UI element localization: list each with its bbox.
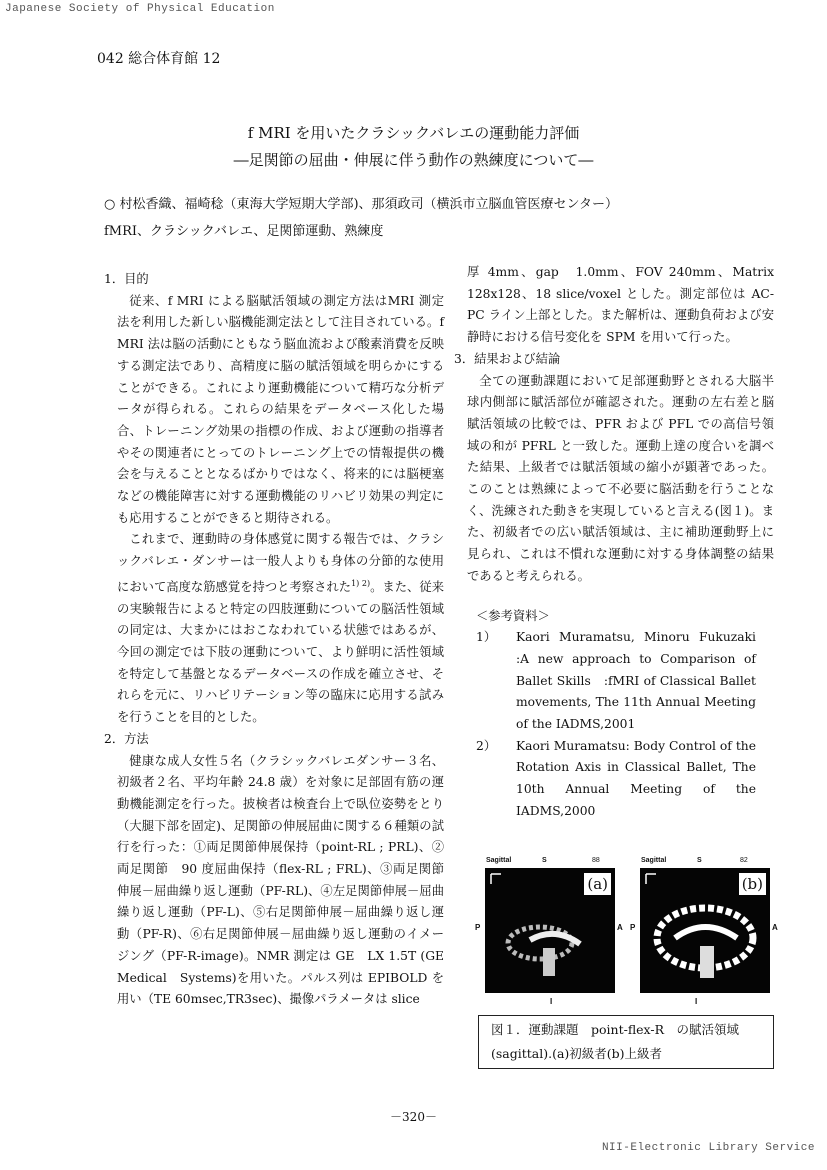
paper-subtitle: ―足関節の屈曲・伸展に伴う動作の熟練度について―	[233, 151, 594, 169]
reference-number: 2）	[476, 738, 497, 753]
figure-1	[475, 855, 780, 1015]
panel-label: (b)	[739, 873, 766, 895]
figure-panel-b	[630, 855, 780, 1015]
purpose-p2-text-b: 。また、従来の実験報告によると特定の四肢運動についての脳活性領域の同定は、大まかにはおこなわれている状態ではあるが、今回の測定では下肢の運動について、より鮮明に活性領域を特定して基盤となるデータベースの作成を確立させ、それらを元に、リハビリテーション等の臨床に応用する試みを行うことを目的とした。	[117, 579, 444, 725]
keywords: fMRI、クラシックバレエ、足関節運動、熟練度	[104, 224, 384, 239]
panel-header	[480, 855, 625, 867]
superior-marker: S	[542, 857, 547, 864]
header-society: Japanese Society of Physical Education	[5, 3, 275, 15]
anterior-marker: A	[772, 923, 778, 932]
panel-label: (a)	[584, 873, 611, 895]
view-label: Sagittal	[486, 857, 512, 864]
section-heading-results: 3．結果および結論	[454, 351, 561, 366]
reference-text: Kaori Muramatsu: Body Control of the Rotation Axis in Classical Ballet, The 10th Annual Meeting of the IADMS,2000	[516, 738, 756, 818]
superior-marker: S	[697, 857, 702, 864]
page-number: －320－	[390, 1110, 437, 1124]
references-heading: ＜参考資料＞	[476, 608, 550, 623]
purpose-paragraph-1: 従来、f MRI による脳賦活領域の測定方法はMRI 測定法を利用した新しい脳機能測定法として注目されている。f MRI 法は脳の活動にともなう脳血流および酸素消費を反映する測定法であり、高精度に脳の賦活領域を明らかにすることができる。これにより運動機能について精巧な分析データが得られる。これらの結果をデータベース化した場合、トレーニング効果の指標の作成、および運動の指導者やその関連者にとってのトレーニング上での情報提供の機会を与えることとなるばかりではなく、将来的には脳梗塞などの機能障害に対する運動機能のリハビリ効果の判定にも応用することができると期待される。	[117, 293, 444, 525]
purpose-p2-text-a: これまで、運動時の身体感覚に関する報告では、クラシックバレエ・ダンサーは一般人よりも身体の分節的な使用において高度な筋感覚を持つと考察された	[117, 532, 444, 594]
figure-panel-a	[475, 855, 625, 1015]
posterior-marker: P	[630, 923, 636, 932]
session-code: 042 総合体育館 12	[97, 51, 221, 67]
section-heading-method: 2．方法	[104, 731, 149, 746]
slice-number: 82	[740, 857, 748, 864]
title-block	[0, 120, 827, 174]
results-paragraph: 全ての運動課題において足部運動野とされる大脳半球内側部に賦活部位が確認された。運動の左右差と脳賦活領域の比較では、PFR および PFL での高信号領域の和が PFRL と一致した。運動上達の度合いを調べた結果、上級者では賦活領域の縮小が顕著であった。このことは熟練によって不必要に脳活動を行うことなく、洗練された動きを実現していると言える(図１)。また、初級者での広い賦活領域は、主に補助運動野上に見られ、これは不慣れな運動に対する身体調整の結果であると考えられる。	[467, 373, 774, 583]
section-heading-purpose: 1．目的	[104, 272, 149, 286]
slice-number: 88	[592, 857, 600, 864]
right-column	[454, 262, 774, 823]
figure-caption	[478, 1015, 774, 1069]
purpose-paragraph-2	[104, 529, 444, 728]
mri-sagittal-image	[485, 868, 615, 993]
inferior-marker: I	[695, 997, 698, 1006]
paper-title: f MRI を用いたクラシックバレエの運動能力評価	[247, 124, 580, 142]
citation-superscript: 1) 2)	[351, 578, 371, 588]
panel-header	[635, 855, 780, 867]
reference-text: Kaori Muramatsu, Minoru Fukuzaki :A new approach to Comparison of Ballet Skills :fMRI of Classical Ballet movements, The 11th Annual Meeting of the IADMS,2001	[516, 630, 756, 732]
caption-line-2: (sagittal).(a)初級者(b)上級者	[491, 1046, 663, 1061]
view-label: Sagittal	[641, 857, 667, 864]
method-paragraph: 健康な成人女性５名（クラシックバレエダンサー３名、初級者２名、平均年齢 24.8 歳）を対象に足部固有筋の運動機能測定を行った。披検者は検査台上で臥位姿勢をとり（大腿下部を固定)、足関節の伸展屈曲に関する６種類の試行を行った：①両足関節伸展保持（point-RL ; PRL)、②両足関節 90 度屈曲保持（flex-RL ; FRL)、③両足関節伸展－屈曲繰り返し運動（PF-RL)、④左足関節伸展－屈曲繰り返し運動（PF-L)、⑤右足関節伸展－屈曲繰り返し運動（PF-R)、⑥右足関節伸展－屈曲繰り返し運動のイメージング（PF-R-image)。NMR 測定は GE LX 1.5T (GE Medical Systems)を用いた。パルス列は EPIBOLD を用い（TE 60msec,TR3sec)、撮像パラメータは slice	[117, 753, 444, 1007]
reference-number: 1）	[476, 630, 497, 645]
authors: ○ 村松香織、福崎稔（東海大学短期大学部)、那須政司（横浜市立脳血管医療センター）	[104, 197, 619, 212]
anterior-marker: A	[617, 923, 623, 932]
reference-item	[476, 736, 774, 823]
method-continued: 厚 4mm、gap 1.0mm、FOV 240mm、Matrix 128x128、18 slice/voxel とした。測定部位は AC-PC ライン上部とした。また解析は、運動負荷および安静時における信号変化を SPM を用いて行った。	[467, 265, 774, 345]
footer-library: NII-Electronic Library Service	[601, 1142, 815, 1154]
mri-sagittal-image	[640, 868, 770, 993]
reference-item	[476, 627, 774, 736]
posterior-marker: P	[475, 923, 481, 932]
caption-line-1: 図１．運動課題 point-flex-R の賦活領域	[491, 1022, 740, 1037]
inferior-marker: I	[550, 997, 553, 1006]
left-column	[104, 269, 444, 1011]
